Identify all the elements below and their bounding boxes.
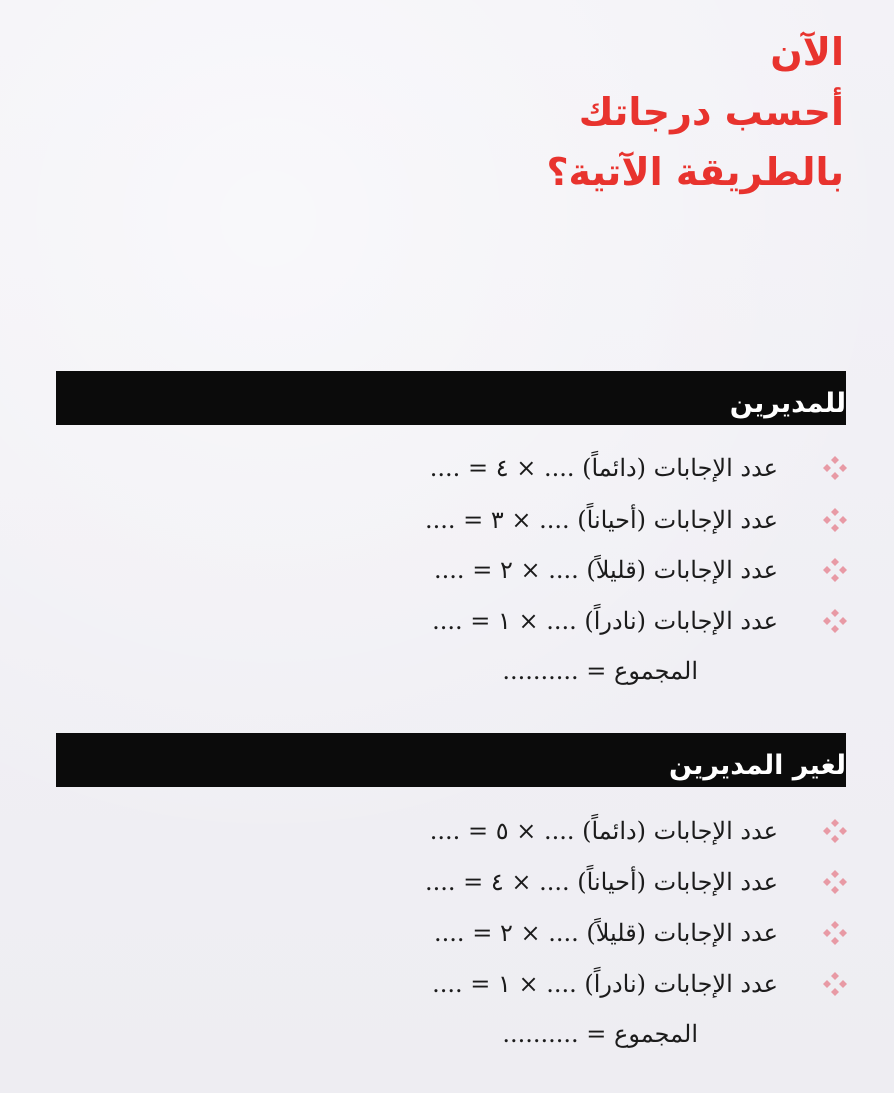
section-title: للمديرين	[729, 388, 846, 419]
diamond-cluster-icon	[820, 918, 850, 948]
heading-line-1: الآن	[770, 30, 844, 74]
section-title-bar	[56, 733, 846, 787]
list-item	[230, 443, 850, 493]
row-text: عدد الإجابات (نادراً) .... × ١ = ....	[432, 970, 778, 998]
list-item	[230, 857, 850, 907]
total-line: المجموع = ..........	[502, 657, 698, 685]
list-item	[230, 545, 850, 595]
total-line: المجموع = ..........	[502, 1020, 698, 1048]
row-text: عدد الإجابات (نادراً) .... × ١ = ....	[432, 607, 778, 635]
section-title-bar	[56, 371, 846, 425]
row-text: عدد الإجابات (قليلاً) .... × ٢ = ....	[434, 919, 778, 947]
list-item	[230, 596, 850, 646]
list-item	[230, 908, 850, 958]
heading-line-2: أحسب درجاتك	[578, 90, 844, 134]
row-text: عدد الإجابات (أحياناً) .... × ٣ = ....	[424, 506, 778, 534]
row-text: عدد الإجابات (دائماً) .... × ٥ = ....	[429, 817, 778, 845]
heading-line-3: بالطريقة الآتية؟	[546, 150, 844, 194]
page-heading	[424, 22, 844, 202]
list-item	[230, 495, 850, 545]
diamond-cluster-icon	[820, 505, 850, 535]
list-item	[230, 959, 850, 1009]
diamond-cluster-icon	[820, 969, 850, 999]
diamond-cluster-icon	[820, 867, 850, 897]
row-text: عدد الإجابات (أحياناً) .... × ٤ = ....	[424, 868, 778, 896]
row-text: عدد الإجابات (دائماً) .... × ٤ = ....	[429, 454, 778, 482]
diamond-cluster-icon	[820, 606, 850, 636]
section-title: لغير المديرين	[668, 750, 846, 781]
row-text: عدد الإجابات (قليلاً) .... × ٢ = ....	[434, 556, 778, 584]
diamond-cluster-icon	[820, 816, 850, 846]
diamond-cluster-icon	[820, 555, 850, 585]
diamond-cluster-icon	[820, 453, 850, 483]
list-item	[230, 806, 850, 856]
